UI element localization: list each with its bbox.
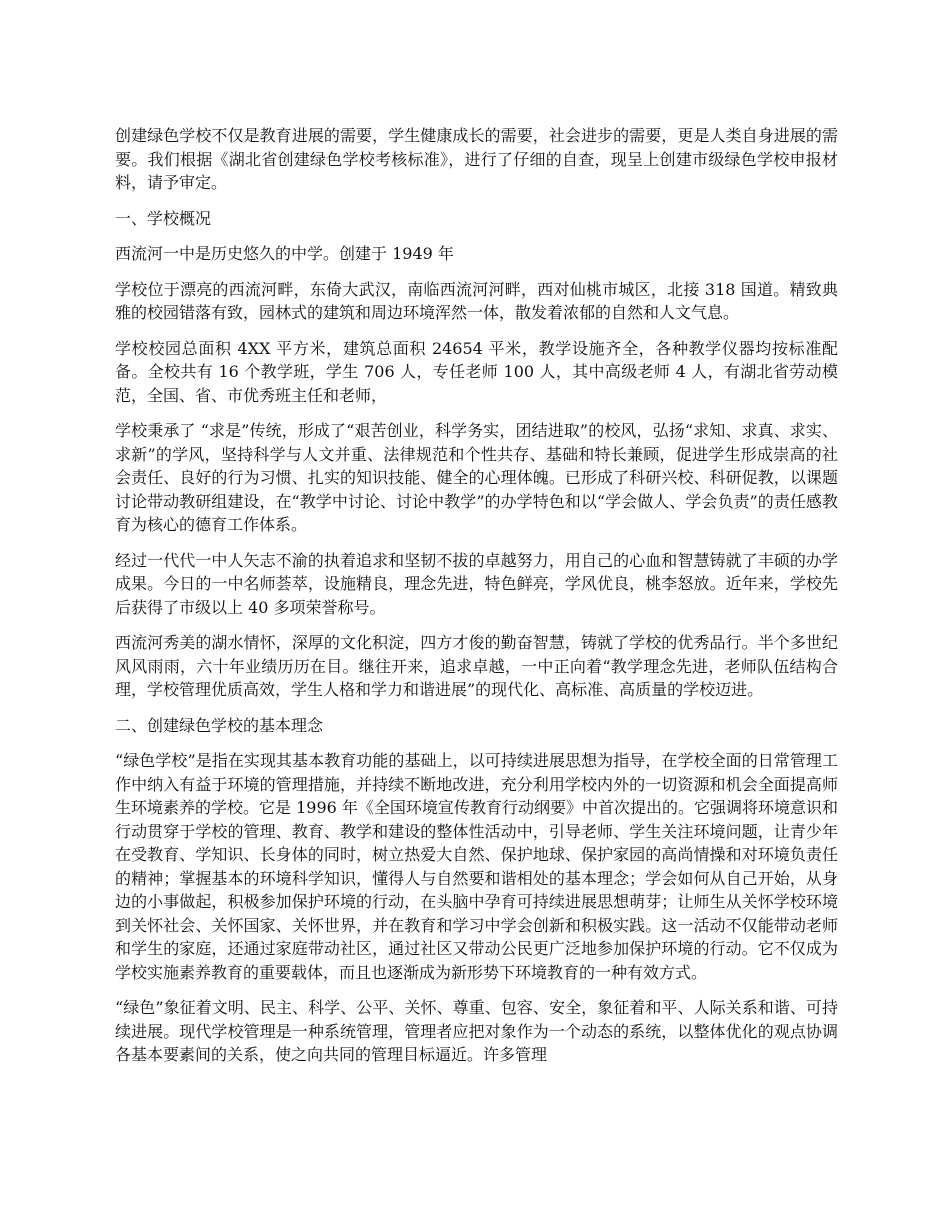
school-achievements-paragraph: 经过一代代一中人矢志不渝的执着追求和坚韧不拔的卓越努力，用自己的心血和智慧铸就了丰硕的办学成果。今日的一中名师荟萃，设施精良，理念先进，特色鲜亮，学风优良，桃李怒放。近年来，学校先后获得了市级以上 40 多项荣誉称号。	[115, 550, 838, 617]
school-tradition-paragraph: 学校秉承了 “求是”传统，形成了“艰苦创业，科学务实，团结进取”的校风，弘扬“求知、求真、求实、求新”的学风，坚持科学与人文并重、法律规范和个性共存、基础和特长兼顾，促进学生形成崇高的社会责任、良好的行为习惯、扎实的知识技能、健全的心理体魄。已形成了科研兴校、科研促教，以课题讨论带动教研组建设，在“教学中讨论、讨论中教学”的办学特色和以“学会做人、学会负责”的责任感教育为核心的德育工作体系。	[115, 421, 838, 534]
section-heading-green-school-concept: 二、创建绿色学校的基本理念	[115, 715, 324, 735]
school-facilities-paragraph: 学校校园总面积 4XX 平方米，建筑总面积 24654 平米，教学设施齐全，各种教学仪器均按标准配备。全校共有 16 个教学班，学生 706 人，专任老师 100 人，其中高级老师 4 人，有湖北省劳动模范，全国、省、市优秀班主任和老师，	[115, 338, 838, 405]
green-school-definition-paragraph: “绿色学校”是指在实现其基本教育功能的基础上，以可持续进展思想为指导，在学校全面的日常管理工作中纳入有益于环境的管理措施，并持续不断地改进，充分利用学校内外的一切资源和机会全面提高师生环境素养的学校。它是 1996 年《全国环境宣传教育行动纲要》中首次提出的。它强调将环境意识和行动贯穿于学校的管理、教育、教学和建设的整体性活动中，引导老师、学生关注环境问题，让青少年在受教育、学知识、长身体的同时，树立热爱大自然、保护地球、保护家园的高尚情操和对环境负责任的精神；掌握基本的环境科学知识，懂得人与自然要和谐相处的基本理念；学会如何从自己开始，从身边的小事做起，积极参加保护环境的行动，在头脑中孕育可持续进展思想萌芽；让师生从关怀学校环境到关怀社会、关怀国家、关怀世界，并在教育和学习中学会创新和积极实践。这一活动不仅能带动老师和学生的家庭，还通过家庭带动社区，通过社区又带动公民更广泛地参加保护环境的行动。它不仅成为学校实施素养教育的重要载体，而且也逐渐成为新形势下环境教育的一种有效方式。	[115, 751, 838, 982]
school-history-paragraph: 西流河一中是历史悠久的中学。创建于 1949 年	[115, 244, 454, 263]
intro-paragraph: 创建绿色学校不仅是教育进展的需要，学生健康成长的需要，社会进步的需要，更是人类自身进展的需要。我们根据《湖北省创建绿色学校考核标准》，进行了仔细的自查，现呈上创建市级绿色学校申报材料，请予审定。	[115, 126, 838, 192]
section-heading-school-overview: 一、学校概况	[115, 208, 212, 228]
green-symbolism-paragraph: “绿色”象征着文明、民主、科学、公平、关怀、尊重、包容、安全，象征着和平、人际关系和谐、可持续进展。现代学校管理是一种系统管理，管理者应把对象作为一个动态的系统，以整体优化的观点协调各基本要素间的关系，使之向共同的管理目标逼近。许多管理	[115, 998, 838, 1064]
school-location-paragraph: 学校位于漂亮的西流河畔，东倚大武汉，南临西流河河畔，西对仙桃市城区，北接 318 国道。精致典雅的校园错落有致，园林式的建筑和周边环境浑然一体，散发着浓郁的自然和人文气息。	[115, 279, 838, 322]
school-vision-paragraph: 西流河秀美的湖水情怀，深厚的文化积淀，四方才俊的勤奋智慧，铸就了学校的优秀品行。半个多世纪风风雨雨，六十年业绩历历在目。继往开来，追求卓越，一中正向着“教学理念先进，老师队伍结构合理，学校管理优质高效，学生人格和学力和谐进展”的现代化、高标准、高质量的学校迈进。	[115, 633, 838, 699]
